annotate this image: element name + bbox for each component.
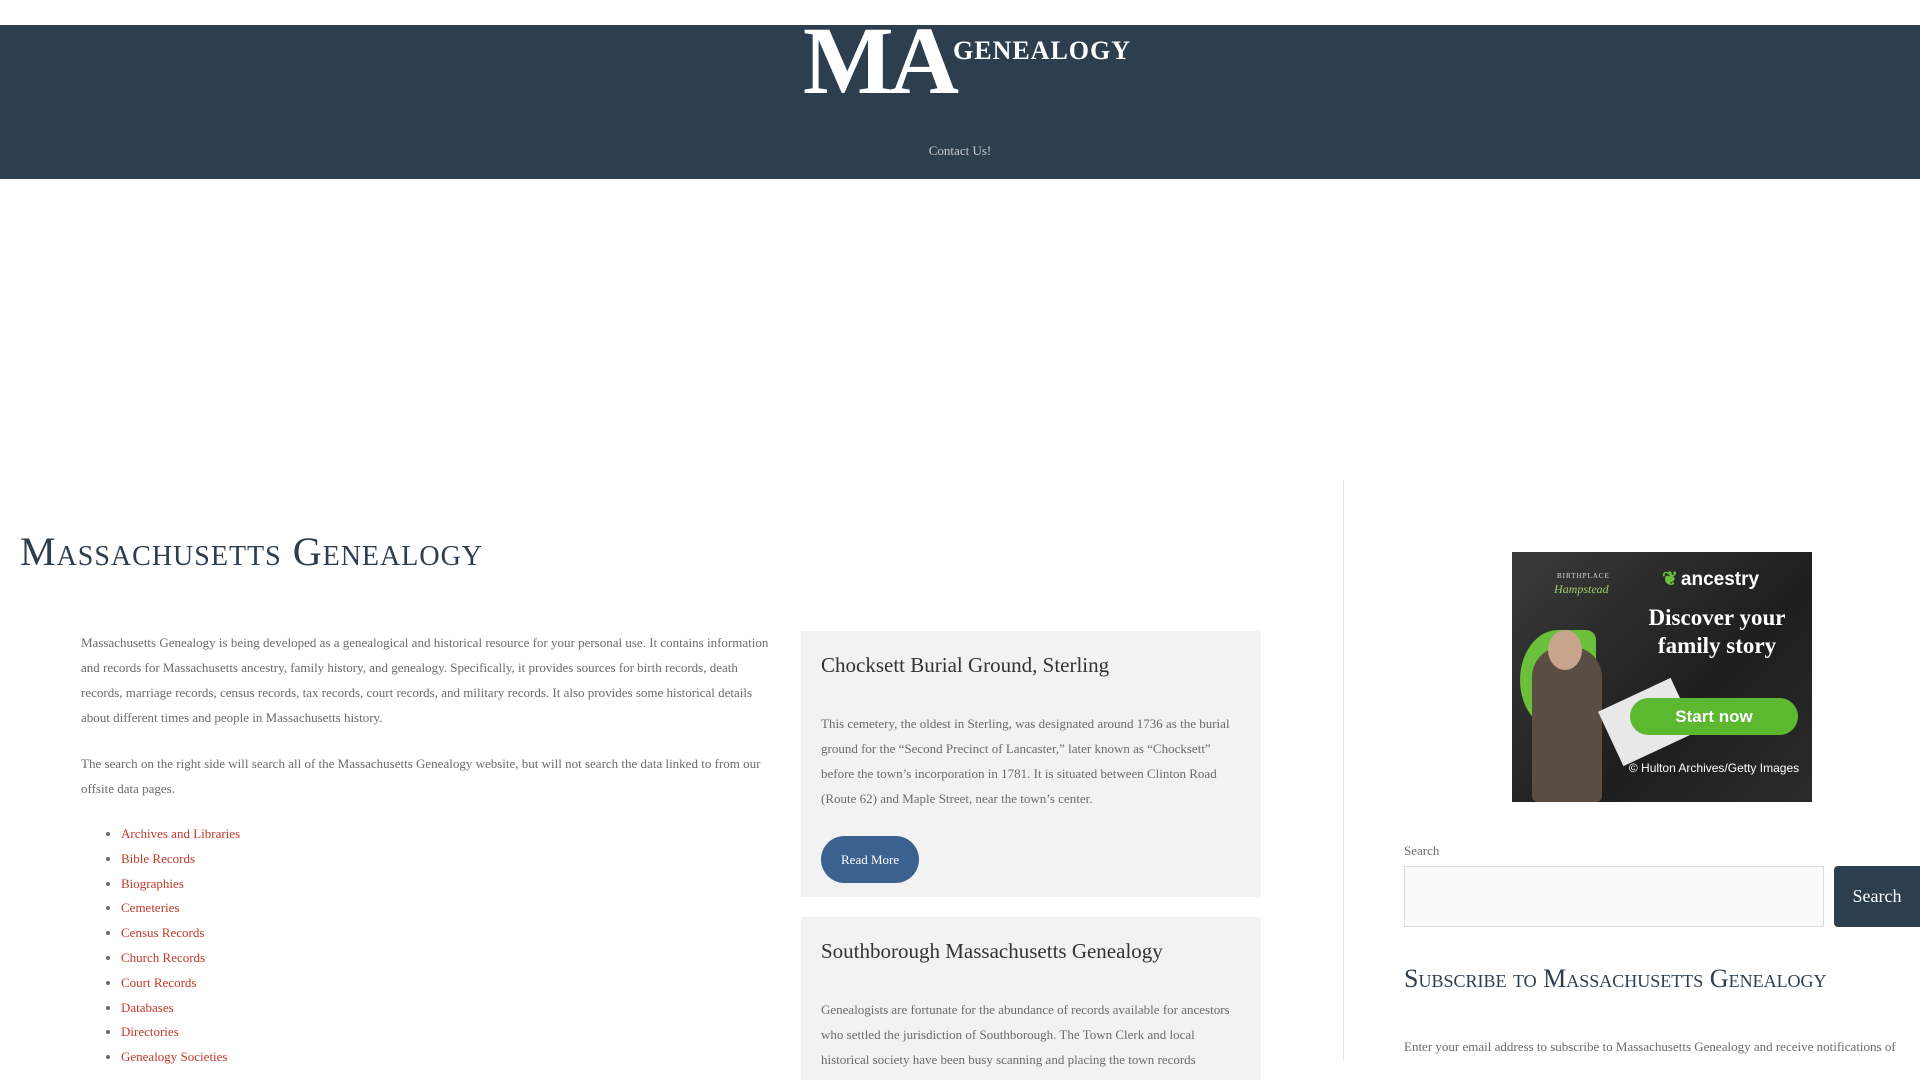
list-item [121,946,781,971]
search-button[interactable]: Search [1834,866,1920,927]
list-item [121,872,781,897]
list-item [121,896,781,921]
ancestry-ad[interactable] [1512,552,1812,802]
list-item [121,921,781,946]
ad-start-now-button[interactable]: Start now [1630,698,1798,735]
ad-credit: © Hulton Archives/Getty Images [1628,761,1800,775]
subscribe-text: Enter your email address to subscribe to Massachusetts Genealogy and receive notifications of [1404,1039,1896,1054]
search-input[interactable] [1404,866,1824,927]
category-list [81,822,781,1070]
list-item [121,822,781,847]
category-link-cemeteries[interactable]: Cemeteries [121,900,180,916]
ad-woman-figure [1532,647,1602,802]
category-link-bible[interactable]: Bible Records [121,850,196,866]
post-excerpt: Genealogists are fortunate for the abundance of records available for ancestors who settled the jurisdiction of Southborough. The Town Clerk and local historical society have been busy scanning and placing the town records [821,1002,1230,1067]
category-link-archives[interactable]: Archives and Libraries [121,826,241,841]
ad-birthplace-label: BIRTHPLACE [1557,572,1610,580]
category-link-church[interactable]: Church Records [121,949,206,965]
nav-contact-link[interactable]: Contact Us! [928,143,992,158]
search-label: Search [1404,843,1440,858]
list-item [121,1045,781,1070]
logo-ma-text: MA [803,7,955,114]
logo-genealogy-text: GENEALOGY [953,36,1132,65]
list-item [121,847,781,872]
post-card [801,917,1261,1080]
subscribe-title: Subscribe to Massachusetts Genealogy [1404,964,1827,993]
ad-brand [1662,568,1759,591]
category-link-databases[interactable]: Databases [121,999,174,1015]
ad-brand-name: ancestry [1680,569,1760,590]
site-logo[interactable] [800,7,1132,125]
post-card [801,631,1261,897]
category-link-court[interactable]: Court Records [121,974,197,990]
list-item [121,971,781,996]
category-link-biographies[interactable]: Biographies [121,875,184,891]
category-link-directories[interactable]: Directories [121,1024,179,1040]
leaf-icon: ❦ [1662,569,1678,590]
ad-place-label: Hampstead [1554,582,1609,596]
ad-woman-head [1548,630,1582,670]
post-excerpt: This cemetery, the oldest in Sterling, was designated around 1736 as the burial ground for the “Second Precinct of Lancaster,” later known as “Chocksett” before the town’s incorporation in 1781. It is situated between Clinton Road (Route 62) and Maple Street, near the town’s center. [821,716,1230,806]
list-item [121,1020,781,1045]
intro-section [81,630,781,1070]
intro-paragraph: Massachusetts Genealogy is being developed as a genealogical and historical resource for your personal use. It contains information and records for Massachusetts ancestry, family history, and genealogy. Specifically, it provides sources for birth records, death records, marriage records, census records, tax records, court records, and military records. It also provides some historical details about different times and people in Massachusetts history. [81,635,769,725]
post-title[interactable]: Chocksett Burial Ground, Sterling [821,653,1110,677]
top-ad-space [0,179,1920,479]
intro-paragraph: The search on the right side will search all of the Massachusetts Genealogy website, but will not search the data linked to from our offsite data pages. [81,756,761,796]
sidebar-divider [1343,480,1344,1060]
list-item [121,996,781,1021]
page-title: Massachusetts Genealogy [20,529,484,574]
category-link-census[interactable]: Census Records [121,925,205,941]
site-header [0,7,1920,179]
category-link-societies[interactable]: Genealogy Societies [121,1049,228,1065]
ad-headline: Discover your family story [1648,605,1786,658]
read-more-button[interactable]: Read More [821,836,919,883]
post-title[interactable]: Southborough Massachusetts Genealogy [821,939,1163,963]
